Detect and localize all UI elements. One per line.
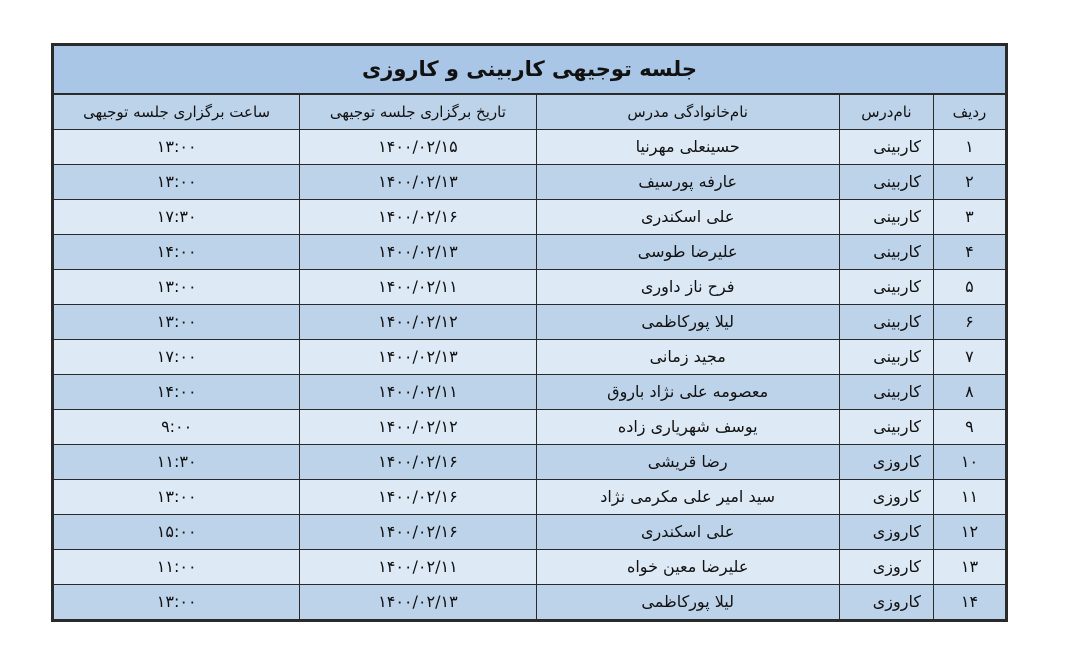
cell-rank: ۲ bbox=[933, 165, 1005, 200]
cell-time: ۱۳:۰۰ bbox=[54, 130, 300, 165]
cell-instructor: لیلا پورکاظمی bbox=[536, 305, 839, 340]
header-row bbox=[54, 94, 1006, 130]
cell-instructor: لیلا پورکاظمی bbox=[536, 585, 839, 620]
table-row bbox=[54, 200, 1006, 235]
cell-time: ۱۴:۰۰ bbox=[54, 375, 300, 410]
header-rank: ردیف bbox=[933, 94, 1005, 130]
header-date: تاریخ برگزاری جلسه توجیهی bbox=[300, 94, 536, 130]
table-row bbox=[54, 235, 1006, 270]
table-row bbox=[54, 165, 1006, 200]
table-row bbox=[54, 550, 1006, 585]
cell-time: ۱۳:۰۰ bbox=[54, 585, 300, 620]
cell-date: ۱۴۰۰/۰۲/۱۶ bbox=[300, 445, 536, 480]
cell-rank: ۱۴ bbox=[933, 585, 1005, 620]
cell-course: کاروزی bbox=[839, 515, 933, 550]
table-row bbox=[54, 305, 1006, 340]
cell-date: ۱۴۰۰/۰۲/۱۶ bbox=[300, 480, 536, 515]
header-time: ساعت برگزاری جلسه توجیهی bbox=[54, 94, 300, 130]
cell-date: ۱۴۰۰/۰۲/۱۱ bbox=[300, 550, 536, 585]
schedule-table bbox=[53, 45, 1006, 620]
cell-date: ۱۴۰۰/۰۲/۱۳ bbox=[300, 165, 536, 200]
cell-course: کاروزی bbox=[839, 585, 933, 620]
cell-date: ۱۴۰۰/۰۲/۱۳ bbox=[300, 340, 536, 375]
cell-time: ۱۱:۰۰ bbox=[54, 550, 300, 585]
cell-course: کاربینی bbox=[839, 410, 933, 445]
schedule-sheet bbox=[51, 43, 1008, 622]
cell-course: کاربینی bbox=[839, 235, 933, 270]
table-row bbox=[54, 270, 1006, 305]
cell-instructor: علی اسکندری bbox=[536, 200, 839, 235]
cell-instructor: حسینعلی مهرنیا bbox=[536, 130, 839, 165]
cell-instructor: مجید زمانی bbox=[536, 340, 839, 375]
cell-instructor: معصومه علی نژاد باروق bbox=[536, 375, 839, 410]
cell-time: ۱۳:۰۰ bbox=[54, 305, 300, 340]
cell-instructor: رضا قریشی bbox=[536, 445, 839, 480]
cell-rank: ۱۲ bbox=[933, 515, 1005, 550]
cell-time: ۱۳:۰۰ bbox=[54, 270, 300, 305]
cell-date: ۱۴۰۰/۰۲/۱۶ bbox=[300, 515, 536, 550]
cell-date: ۱۴۰۰/۰۲/۱۲ bbox=[300, 410, 536, 445]
table-row bbox=[54, 375, 1006, 410]
cell-rank: ۵ bbox=[933, 270, 1005, 305]
cell-course: کاروزی bbox=[839, 550, 933, 585]
table-body bbox=[54, 130, 1006, 620]
cell-course: کاروزی bbox=[839, 445, 933, 480]
cell-time: ۱۷:۰۰ bbox=[54, 340, 300, 375]
cell-instructor: یوسف شهریاری زاده bbox=[536, 410, 839, 445]
cell-date: ۱۴۰۰/۰۲/۱۳ bbox=[300, 585, 536, 620]
cell-course: کاربینی bbox=[839, 270, 933, 305]
cell-instructor: عارفه پورسیف bbox=[536, 165, 839, 200]
cell-instructor: علیرضا معین خواه bbox=[536, 550, 839, 585]
cell-rank: ۹ bbox=[933, 410, 1005, 445]
table-row bbox=[54, 515, 1006, 550]
cell-course: کاربینی bbox=[839, 165, 933, 200]
title-row bbox=[54, 46, 1006, 95]
header-instructor: نام‌خانوادگی مدرس bbox=[536, 94, 839, 130]
cell-course: کاربینی bbox=[839, 130, 933, 165]
cell-time: ۱۳:۰۰ bbox=[54, 480, 300, 515]
cell-rank: ۸ bbox=[933, 375, 1005, 410]
header-course: نام‌درس bbox=[839, 94, 933, 130]
cell-instructor: علی اسکندری bbox=[536, 515, 839, 550]
cell-rank: ۱ bbox=[933, 130, 1005, 165]
table-row bbox=[54, 480, 1006, 515]
cell-time: ۱۵:۰۰ bbox=[54, 515, 300, 550]
cell-instructor: سید امیر علی مکرمی نژاد bbox=[536, 480, 839, 515]
cell-course: کاربینی bbox=[839, 375, 933, 410]
cell-date: ۱۴۰۰/۰۲/۱۶ bbox=[300, 200, 536, 235]
cell-rank: ۳ bbox=[933, 200, 1005, 235]
cell-rank: ۱۰ bbox=[933, 445, 1005, 480]
cell-course: کاربینی bbox=[839, 200, 933, 235]
table-row bbox=[54, 585, 1006, 620]
table-title: جلسه توجیهی کاربینی و کاروزی bbox=[54, 46, 1006, 95]
cell-time: ۱۷:۳۰ bbox=[54, 200, 300, 235]
cell-rank: ۶ bbox=[933, 305, 1005, 340]
cell-date: ۱۴۰۰/۰۲/۱۲ bbox=[300, 305, 536, 340]
cell-rank: ۴ bbox=[933, 235, 1005, 270]
table-row bbox=[54, 130, 1006, 165]
cell-time: ۱۱:۳۰ bbox=[54, 445, 300, 480]
cell-rank: ۱۳ bbox=[933, 550, 1005, 585]
cell-date: ۱۴۰۰/۰۲/۱۱ bbox=[300, 270, 536, 305]
cell-instructor: علیرضا طوسی bbox=[536, 235, 839, 270]
cell-time: ۹:۰۰ bbox=[54, 410, 300, 445]
cell-course: کاربینی bbox=[839, 340, 933, 375]
cell-time: ۱۳:۰۰ bbox=[54, 165, 300, 200]
table-row bbox=[54, 340, 1006, 375]
cell-course: کاروزی bbox=[839, 480, 933, 515]
cell-rank: ۱۱ bbox=[933, 480, 1005, 515]
cell-time: ۱۴:۰۰ bbox=[54, 235, 300, 270]
table-row bbox=[54, 445, 1006, 480]
cell-instructor: فرح ناز داوری bbox=[536, 270, 839, 305]
cell-date: ۱۴۰۰/۰۲/۱۱ bbox=[300, 375, 536, 410]
cell-rank: ۷ bbox=[933, 340, 1005, 375]
table-row bbox=[54, 410, 1006, 445]
cell-date: ۱۴۰۰/۰۲/۱۳ bbox=[300, 235, 536, 270]
cell-date: ۱۴۰۰/۰۲/۱۵ bbox=[300, 130, 536, 165]
cell-course: کاربینی bbox=[839, 305, 933, 340]
